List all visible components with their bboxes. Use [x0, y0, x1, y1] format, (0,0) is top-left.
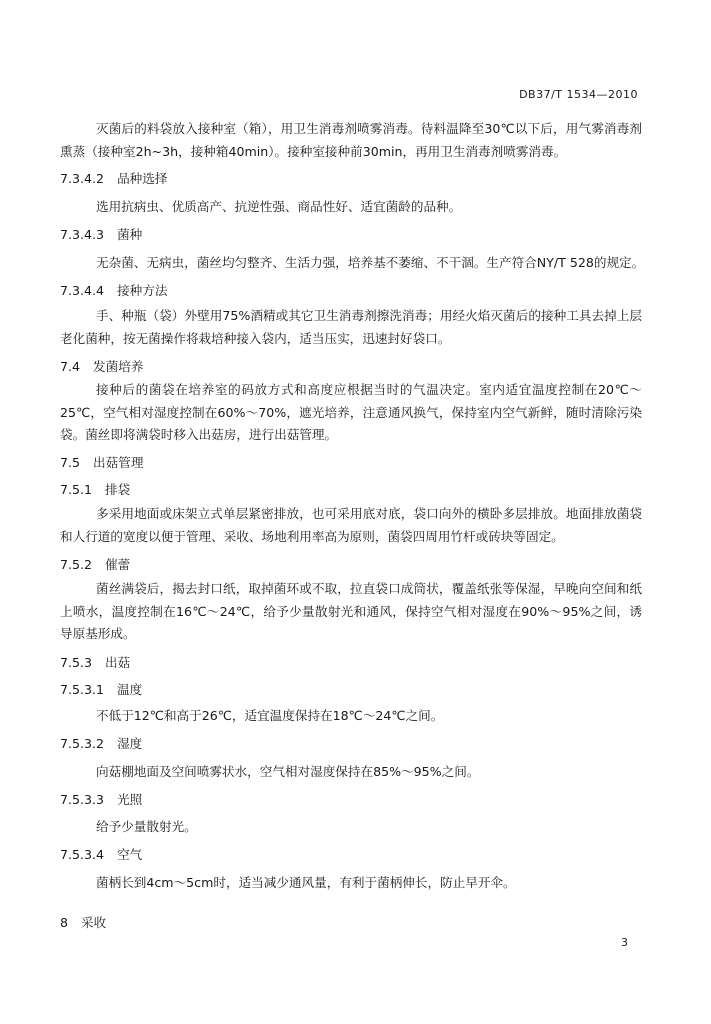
- section-title: 接种方法: [117, 283, 168, 298]
- section-heading: [60, 554, 130, 573]
- section-heading: [60, 479, 130, 498]
- paragraph: 无杂菌、无病虫，菌丝均匀整齐、生活力强，培养基不萎缩、不干涸。生产符合NY/T 528的规定。: [96, 255, 645, 270]
- section-heading: [60, 356, 143, 375]
- section-title: 品种选择: [117, 171, 168, 186]
- paragraph: 菌丝满袋后，揭去封口纸，取掉菌环或不取，拉直袋口成筒状，覆盖纸张等保湿，早晚向空间和纸上喷水，温度控制在16℃～24℃，给予少量散射光和通风，保持空气相对湿度在90%～95%之间，诱导原基形成。: [60, 581, 642, 641]
- page-number: 3: [621, 936, 628, 949]
- paragraph: 接种后的菌袋在培养室的码放方式和高度应根据当时的气温决定。室内适宜温度控制在20℃～25℃，空气相对湿度控制在60%～70%，遮光培养，注意通风换气，保持室内空气新鲜，随时清除污染袋。菌丝即将满袋时移入出菇房，进行出菇管理。: [60, 382, 642, 442]
- paragraph: 不低于12℃和高于26℃，适宜温度保持在18℃～24℃之间。: [96, 708, 444, 723]
- section-heading: [60, 789, 142, 808]
- section-heading: [60, 224, 142, 243]
- section-heading: [60, 168, 167, 187]
- paragraph: 向菇棚地面及空间喷雾状水，空气相对湿度保持在85%～95%之间。: [96, 764, 480, 779]
- section-heading: [60, 912, 106, 931]
- section-number: 7.5.3.1: [60, 682, 105, 697]
- section-title: 催蕾: [105, 557, 131, 572]
- section-heading: [60, 280, 167, 299]
- section-number: 7.5.3: [60, 655, 93, 670]
- section-title: 出菇管理: [93, 455, 144, 470]
- section-number: 7.3.4.3: [60, 227, 105, 242]
- section-heading: [60, 679, 142, 698]
- section-number: 7.5.1: [60, 482, 93, 497]
- section-number: 7.5.3.3: [60, 792, 105, 807]
- section-number: 7.4: [60, 359, 81, 374]
- section-number: 7.5.3.4: [60, 847, 105, 862]
- section-number: 8: [60, 915, 69, 930]
- document-id-header: DB37/T 1534—2010: [519, 88, 638, 101]
- section-number: 7.3.4.4: [60, 283, 105, 298]
- section-heading: [60, 652, 130, 671]
- section-title: 菌种: [117, 227, 143, 242]
- section-title: 空气: [117, 847, 143, 862]
- section-heading: [60, 452, 143, 471]
- section-number: 7.5.2: [60, 557, 93, 572]
- section-number: 7.5: [60, 455, 81, 470]
- section-number: 7.5.3.2: [60, 736, 105, 751]
- paragraph: 多采用地面或床架立式单层紧密排放，也可采用底对底，袋口向外的横卧多层排放。地面排放菌袋和人行道的宽度以便于管理、采收、场地利用率高为原则，菌袋四周用竹杆或砖块等固定。: [60, 506, 642, 544]
- paragraph: 手、种瓶（袋）外壁用75%酒精或其它卫生消毒剂擦洗消毒；用经火焰灭菌后的接种工具去掉上层老化菌种，按无菌操作将栽培种接入袋内，适当压实，迅速封好袋口。: [60, 308, 642, 346]
- section-heading: [60, 844, 142, 863]
- paragraph: 给予少量散射光。: [96, 819, 197, 834]
- section-title: 光照: [117, 792, 143, 807]
- paragraph: 菌柄长到4cm～5cm时，适当减少通风量，有利于菌柄伸长，防止早开伞。: [96, 875, 516, 890]
- section-title: 湿度: [117, 736, 143, 751]
- section-title: 采收: [81, 915, 107, 930]
- section-title: 排袋: [105, 482, 131, 497]
- paragraph: 灭菌后的料袋放入接种室（箱），用卫生消毒剂喷雾消毒。待料温降至30℃以下后，用气雾消毒剂熏蒸（接种室2h~3h，接种箱40min）。接种室接种前30min，再用卫生消毒剂喷雾消毒。: [60, 121, 642, 159]
- section-heading: [60, 733, 142, 752]
- section-title: 发菌培养: [93, 359, 144, 374]
- section-title: 温度: [117, 682, 143, 697]
- section-number: 7.3.4.2: [60, 171, 105, 186]
- section-title: 出菇: [105, 655, 131, 670]
- paragraph: 选用抗病虫、优质高产、抗逆性强、商品性好、适宜菌龄的品种。: [96, 199, 462, 214]
